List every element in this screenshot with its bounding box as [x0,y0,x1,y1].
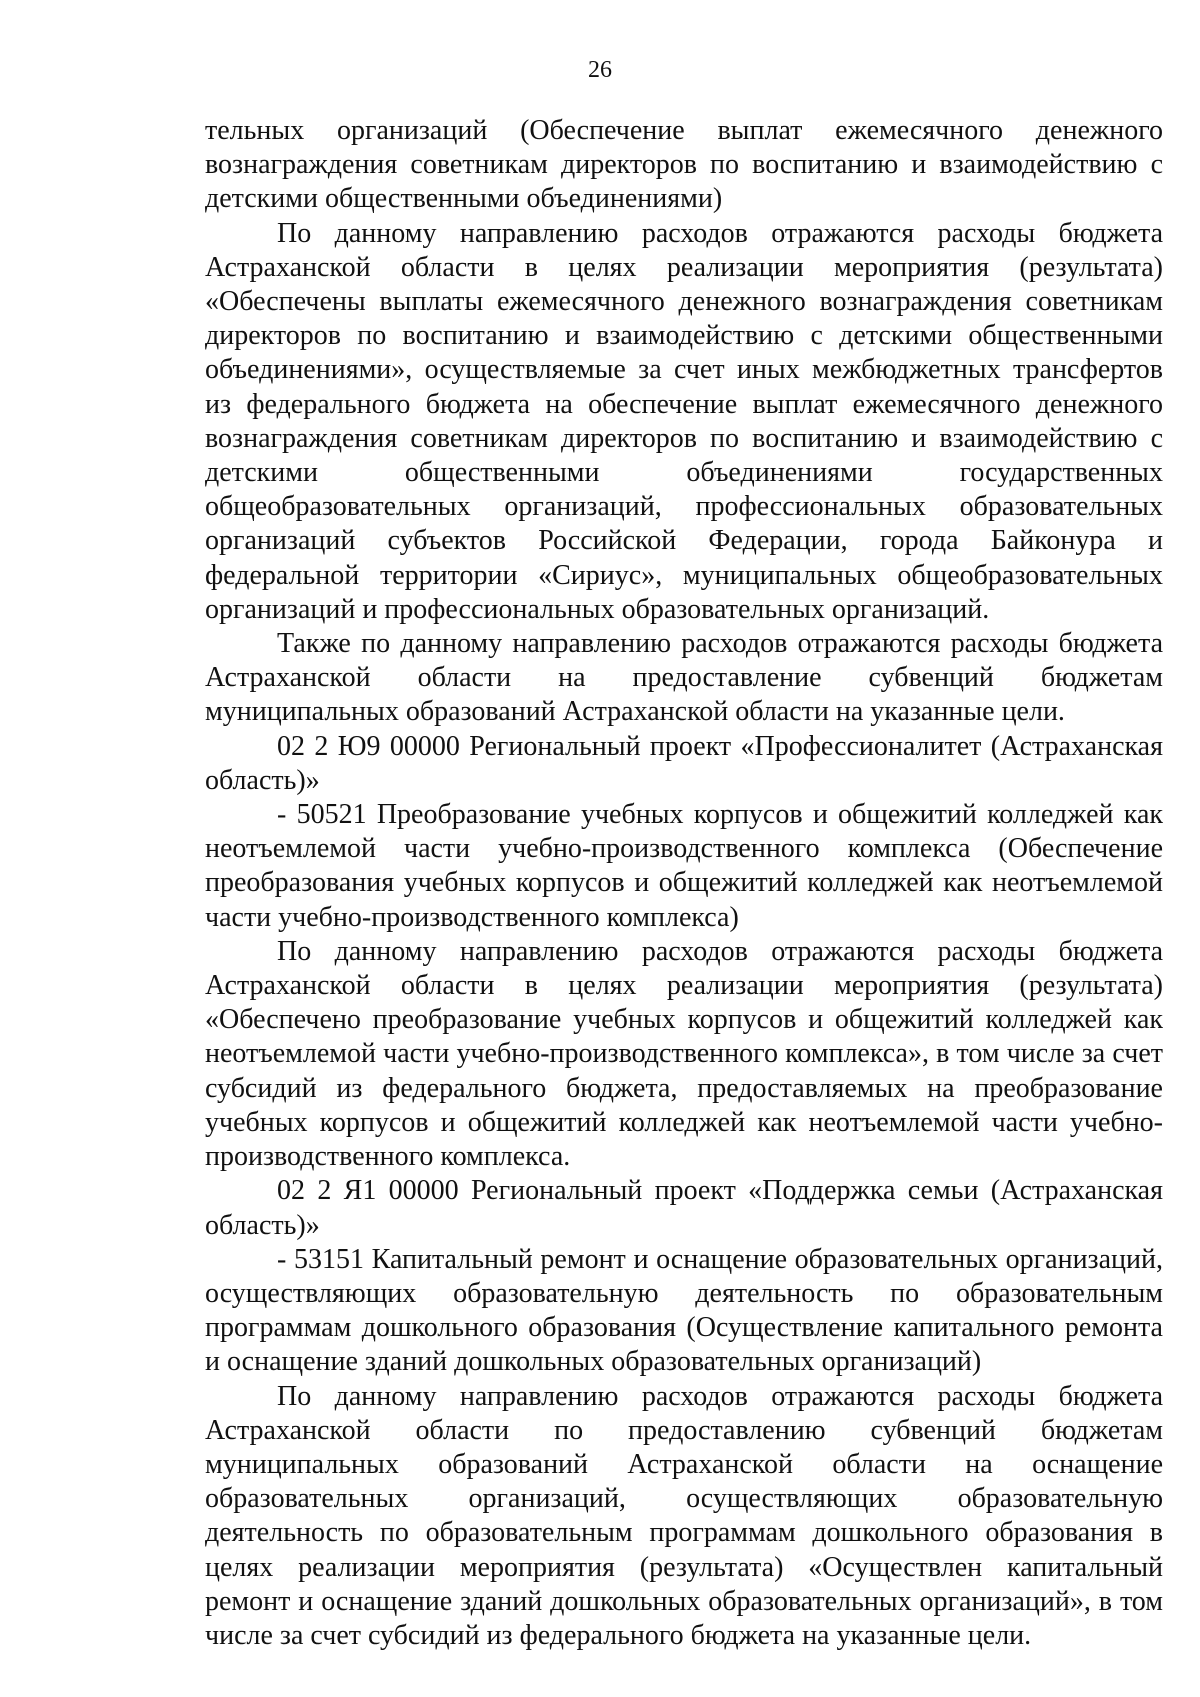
section-heading: 02 2 Я1 00000 Региональный проект «Поддержка семьи (Астраханская область)» [205,1175,1163,1241]
expense-item: - 53151 Капитальный ремонт и оснащение образовательных организаций, осуществляющих образовательную деятельность по образовательным программам дошкольного образования (Осуществление капитального ремонта и оснащение зданий дошкольных образовательных организаций) [205,1243,1163,1378]
document-body [205,114,1163,1653]
section-heading: 02 2 Ю9 00000 Региональный проект «Профессионалитет (Астраханская область)» [205,730,1163,796]
paragraph: Также по данному направлению расходов отражаются расходы бюджета Астраханской области на предоставление субвенций бюджетам муниципальных образований Астраханской области на указанные цели. [205,628,1163,728]
expense-item: - 50521 Преобразование учебных корпусов и общежитий колледжей как неотъемлемой части учебно-производственного комплекса (Обеспечение преобразования учебных корпусов и общежитий колледжей как неотъемлемой части учебно-производственного комплекса) [205,799,1163,933]
page-number: 26 [588,57,612,83]
paragraph: По данному направлению расходов отражаются расходы бюджета Астраханской области в целях реализации мероприятия (результата) «Обеспечено преобразование учебных корпусов и общежитий колледжей как неотъемлемой части учебно-производственного комплекса», в том числе за счет субсидий из федерального бюджета, предоставляемых на преобразование учебных корпусов и общежитий колледжей как неотъемлемой части учебно-производственного комплекса. [205,935,1163,1173]
paragraph: По данному направлению расходов отражаются расходы бюджета Астраханской области по предоставлению субвенций бюджетам муниципальных образований Астраханской области на оснащение образовательных организаций, осуществляющих образовательную деятельность по образовательным программам дошкольного образования в целях реализации мероприятия (результата) «Осуществлен капитальный ремонт и оснащение зданий дошкольных образовательных организаций», в том числе за счет субсидий из федерального бюджета на указанные цели. [205,1380,1163,1651]
paragraph: По данному направлению расходов отражаются расходы бюджета Астраханской области в целях реализации мероприятия (результата) «Обеспечены выплаты ежемесячного денежного вознаграждения советникам директоров по воспитанию и взаимодействию с детскими общественными объединениями», осуществляемые за счет иных межбюджетных трансфертов из федерального бюджета на обеспечение выплат ежемесячного денежного вознаграждения советникам директоров по воспитанию и взаимодействию с детскими общественными объединениями государственных общеобразовательных организаций, профессиональных образовательных организаций субъектов Российской Федерации, города Байконура и федеральной территории «Сириус», муниципальных общеобразовательных организаций и профессиональных образовательных организаций. [205,217,1163,625]
paragraph-continuation: тельных организаций (Обеспечение выплат ежемесячного денежного вознаграждения советникам директоров по воспитанию и взаимодействию с детскими общественными объединениями) [205,115,1163,215]
